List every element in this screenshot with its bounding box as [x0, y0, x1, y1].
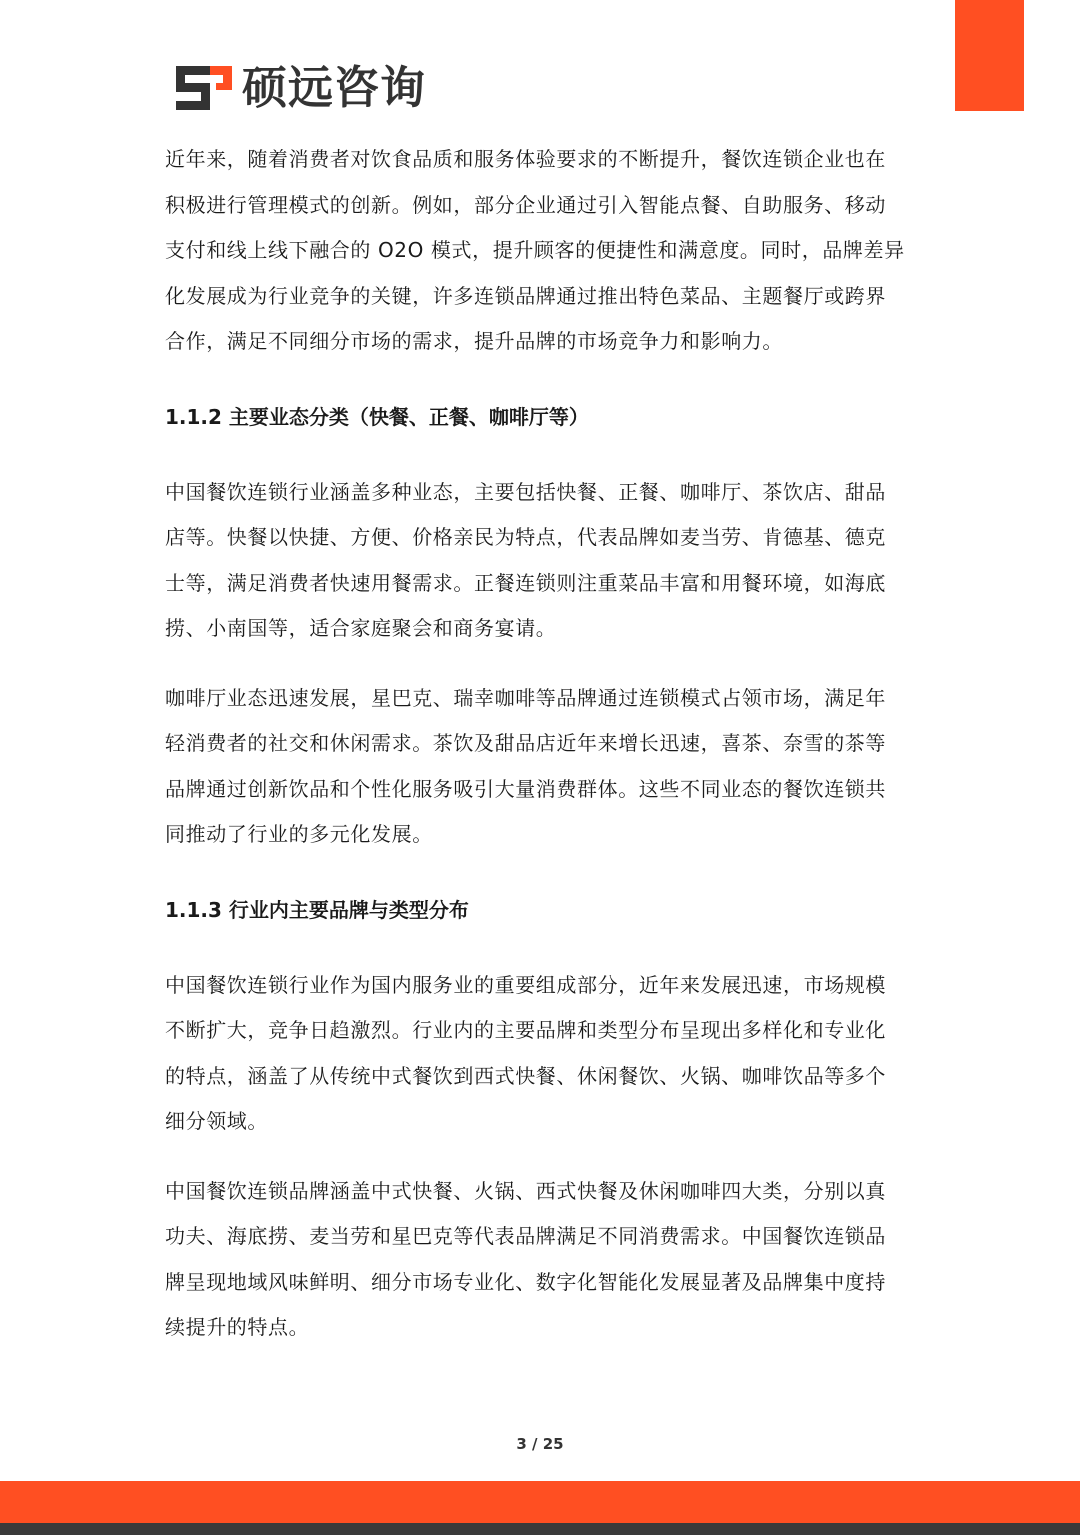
section-heading-1-1-2: 1.1.2 主要业态分类（快餐、正餐、咖啡厅等）	[165, 404, 589, 429]
document-body	[165, 137, 905, 1351]
footer-dark-strip	[0, 1523, 1080, 1535]
corner-accent-block	[955, 0, 1024, 111]
section-heading-1-1-3: 1.1.3 行业内主要品牌与类型分布	[165, 897, 469, 922]
brand-mark-icon	[176, 66, 232, 110]
footer-accent-bar	[0, 1481, 1080, 1523]
paragraph-business-formats: 中国餐饮连锁行业涵盖多种业态，主要包括快餐、正餐、咖啡厅、茶饮店、甜品店等。快餐以快捷、方便、价格亲民为特点，代表品牌如麦当劳、肯德基、德克士等，满足消费者快速用餐需求。正餐连锁则注重菜品丰富和用餐环境，如海底捞、小南国等，适合家庭聚会和商务宴请。	[165, 479, 886, 640]
brand-logo	[176, 58, 426, 118]
brand-name: 硕远咨询	[242, 61, 427, 114]
paragraph-coffee-tea: 咖啡厅业态迅速发展，星巴克、瑞幸咖啡等品牌通过连锁模式占领市场，满足年轻消费者的社交和休闲需求。茶饮及甜品店近年来增长迅速，喜茶、奈雪的茶等品牌通过创新饮品和个性化服务吸引大量消费群体。这些不同业态的餐饮连锁共同推动了行业的多元化发展。	[165, 685, 886, 846]
page-number: 3 / 25	[516, 1435, 564, 1453]
paragraph-brand-distribution: 中国餐饮连锁行业作为国内服务业的重要组成部分，近年来发展迅速，市场规模不断扩大，竞争日趋激烈。行业内的主要品牌和类型分布呈现出多样化和专业化的特点，涵盖了从传统中式餐饮到西式快餐、休闲餐饮、火锅、咖啡饮品等多个细分领域。	[165, 972, 886, 1133]
paragraph-brand-categories: 中国餐饮连锁品牌涵盖中式快餐、火锅、西式快餐及休闲咖啡四大类，分别以真功夫、海底捞、麦当劳和星巴克等代表品牌满足不同消费需求。中国餐饮连锁品牌呈现地域风味鲜明、细分市场专业化、数字化智能化发展显著及品牌集中度持续提升的特点。	[165, 1178, 886, 1339]
paragraph-management-innovation: 近年来，随着消费者对饮食品质和服务体验要求的不断提升，餐饮连锁企业也在积极进行管理模式的创新。例如，部分企业通过引入智能点餐、自助服务、移动支付和线上线下融合的 O2O 模式，提升顾客的便捷性和满意度。同时，品牌差异化发展成为行业竞争的关键，许多连锁品牌通过推出特色菜品、主题餐厅或跨界合作，满足不同细分市场的需求，提升品牌的市场竞争力和影响力。	[165, 147, 905, 353]
